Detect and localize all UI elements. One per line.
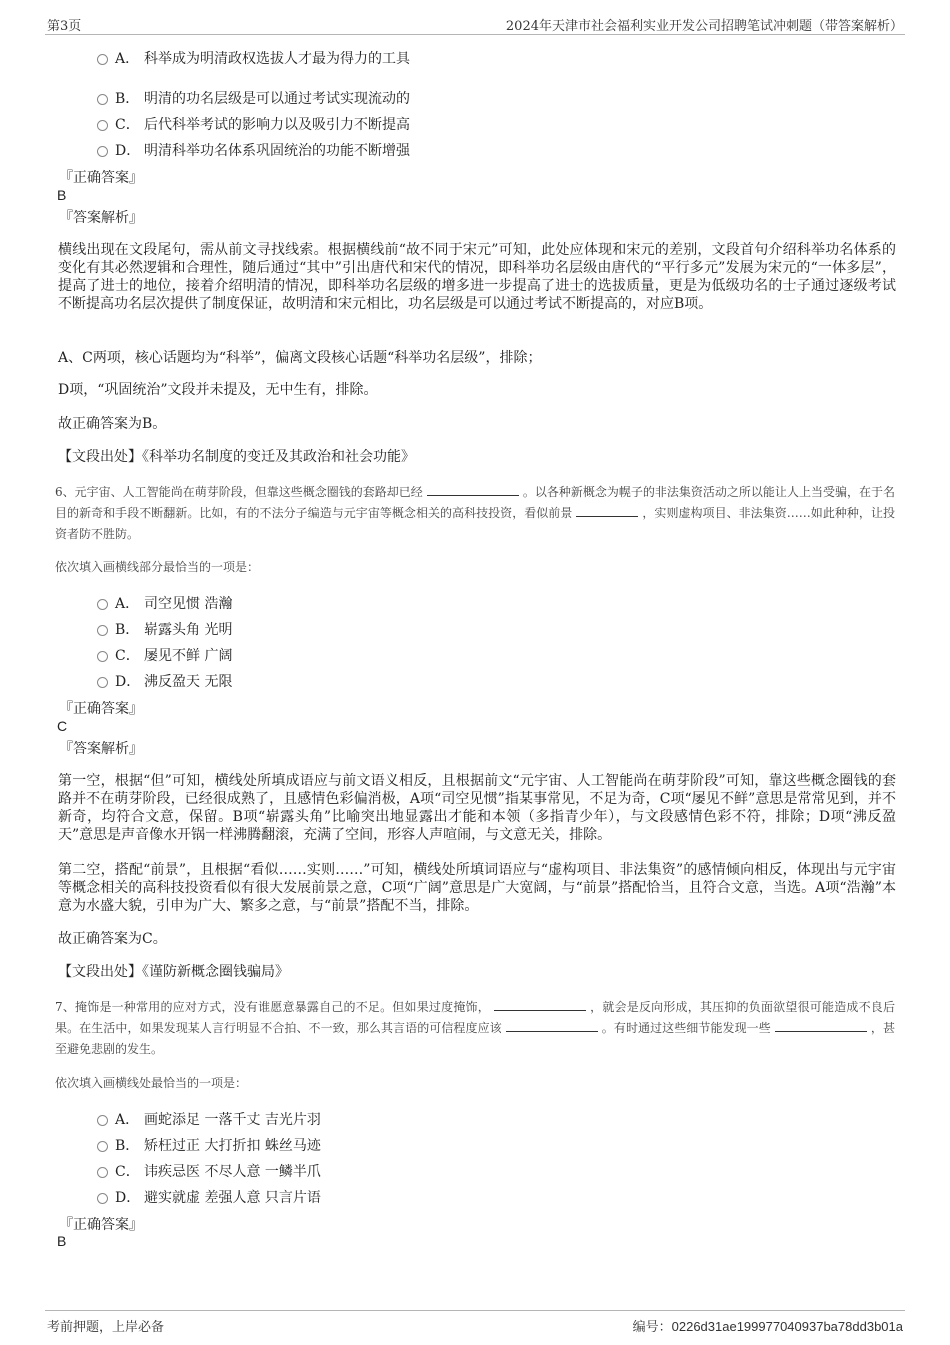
page-number: 第3页 — [47, 19, 82, 34]
radio-icon[interactable] — [97, 625, 108, 636]
fill-blank — [576, 504, 638, 517]
stem-text: 7、掩饰是一种常用的应对方式，没有谁愿意暴露自己的不足。但如果过度掩饰， — [55, 1000, 490, 1014]
fill-blank — [427, 483, 519, 496]
q6-correct-label: 『正确答案』 — [59, 701, 143, 717]
q5-correct-answer: B — [57, 187, 67, 203]
document-title: 2024年天津市社会福利实业开发公司招聘笔试冲刺题（带答案解析） — [505, 19, 903, 34]
option-letter: A． — [115, 51, 140, 67]
stem-text: ，实则虚构项目、非法集资……如此种种，让投资者防不胜防。 — [55, 506, 895, 541]
stem-text: 。有时通过这些细节能发现一些 — [601, 1021, 771, 1035]
option-letter: C． — [115, 1164, 140, 1180]
stem-text: 。以各种新概念为幌子的非法集资活动之所以能让人上当受骗，在于名目的新奇和手段不断翻新。比如，有的不法分子编造与元宇宙等概念相关的高科技投资，看似前景 — [55, 485, 895, 520]
stem-text: ，甚至避免悲剧的发生。 — [55, 1021, 895, 1056]
option-letter: D． — [115, 1190, 141, 1206]
q5-source: 【文段出处】《科举功名制度的变迁及其政治和社会功能》 — [58, 449, 415, 465]
option-letter: D． — [115, 674, 141, 690]
radio-icon[interactable] — [97, 54, 108, 65]
option-text: 讳疾忌医 不尽人意 一鳞半爪 — [144, 1164, 321, 1180]
radio-icon[interactable] — [97, 146, 108, 157]
option-text: 明清的功名层级是可以通过考试实现流动的 — [144, 91, 410, 107]
page-footer — [45, 1310, 905, 1335]
q5-analysis-paragraph: D项，“巩固统治”文段并未提及，无中生有，排除。 — [58, 382, 378, 398]
q6-source: 【文段出处】《谨防新概念圈钱骗局》 — [58, 964, 289, 980]
q6-analysis-paragraph: 第一空，根据“但”可知，横线处所填成语应与前文语义相反，且根据前文“元宇宙、人工智能尚在萌芽阶段”可知，靠这些概念圈钱的套路并不在萌芽阶段，已经很成熟了，且感情色彩偏消极，A项“司空见惯”指某事常见，不足为奇，C项“屡见不鲜”意思是常常见到，并不新奇，均符合文意，保留。B项“崭露头角”比喻突出地显露出才能和本领（多指青少年），与文段感情色彩不符，排除；D项“沸反盈天”意思是声音像水开锅一样沸腾翻滚，充满了空间，形容人声喧闹，与文意无关，排除。 — [58, 773, 896, 843]
option-letter: B． — [115, 1138, 140, 1154]
option-text: 画蛇添足 一落千丈 吉光片羽 — [144, 1112, 321, 1128]
option-letter: C． — [115, 117, 140, 133]
q6-instruction: 依次填入画横线部分最恰当的一项是： — [55, 560, 260, 574]
option-letter: B． — [115, 91, 140, 107]
option-text: 后代科举考试的影响力以及吸引力不断提高 — [144, 117, 410, 133]
radio-icon[interactable] — [97, 651, 108, 662]
q5-analysis-paragraph: 横线出现在文段尾句，需从前文寻找线索。根据横线前“故不同于宋元”可知，此处应体现和宋元的差别，文段首句介绍科举功名体系的变化有其必然逻辑和合理性，随后通过“其中”引出唐代和宋代的情况，即科举功名层级由唐代的“平行多元”发展为宋元的“一体多层”，提高了进士的地位，接着介绍明清的情况，即科举功名层级的增多进一步提高了进士的选拔质量，更是为低级功名的士子通过逐级考试不断提高功名层次提供了制度保证，故明清和宋元相比，功名层级是可以通过考试不断提高的，对应B项。 — [58, 242, 896, 312]
option-letter: B． — [115, 622, 140, 638]
q6-correct-answer: C — [57, 718, 68, 734]
option-text: 明清科举功名体系巩固统治的功能不断增强 — [144, 143, 410, 159]
option-text: 避实就虚 差强人意 只言片语 — [144, 1190, 321, 1206]
radio-icon[interactable] — [97, 677, 108, 688]
q5-correct-label: 『正确答案』 — [59, 170, 143, 186]
q7-correct-label: 『正确答案』 — [59, 1217, 143, 1233]
option-letter: A． — [115, 596, 140, 612]
q7-stem — [55, 997, 895, 1060]
fill-blank — [506, 1019, 598, 1032]
radio-icon[interactable] — [97, 599, 108, 610]
q6-analysis-label: 『答案解析』 — [59, 741, 143, 757]
radio-icon[interactable] — [97, 1167, 108, 1178]
q5-analysis-paragraph: A、C两项，核心话题均为“科举”，偏离文段核心话题“科举功名层级”，排除； — [58, 350, 542, 366]
option-text: 崭露头角 光明 — [144, 622, 233, 638]
option-letter: D． — [115, 143, 141, 159]
option-letter: C． — [115, 648, 140, 664]
stem-text: ，就会是反向形成，其压抑的负面欲望很可能造成不良后果。在生活中，如果发现某人言行明显不合拍、不一致，那么其言语的可信程度应该 — [55, 1000, 895, 1035]
option-text: 沸反盈天 无限 — [144, 674, 233, 690]
radio-icon[interactable] — [97, 1141, 108, 1152]
q5-conclusion: 故正确答案为B。 — [58, 416, 167, 432]
footer-slogan: 考前押题，上岸必备 — [47, 1320, 165, 1335]
q7-correct-answer: B — [57, 1233, 67, 1249]
q5-analysis-label: 『答案解析』 — [59, 210, 143, 226]
q6-analysis-paragraph: 第二空，搭配“前景”，且根据“看似……实则……”可知，横线处所填词语应与“虚构项目、非法集资”的感情倾向相反，体现出与元宇宙等概念相关的高科技投资看似有很大发展前景之意，C项“广阔”意思是广大宽阔，与“前景”搭配恰当，且符合文意，当选。A项“浩瀚”本意为水盛大貌，引申为广大、繁多之意，与“前景”搭配不当，排除。 — [58, 862, 896, 914]
q7-instruction: 依次填入画横线处最恰当的一项是： — [55, 1076, 248, 1090]
option-letter: A． — [115, 1112, 140, 1128]
page-header — [45, 14, 905, 35]
fill-blank — [494, 998, 586, 1011]
fill-blank — [775, 1019, 867, 1032]
radio-icon[interactable] — [97, 94, 108, 105]
q6-conclusion: 故正确答案为C。 — [58, 931, 167, 947]
option-text: 科举成为明清政权选拔人才最为得力的工具 — [144, 51, 410, 67]
radio-icon[interactable] — [97, 1193, 108, 1204]
radio-icon[interactable] — [97, 1115, 108, 1126]
document-id: 编号：0226d31ae199977040937ba78dd3b01a — [632, 1319, 903, 1334]
option-text: 屡见不鲜 广阔 — [144, 648, 233, 664]
radio-icon[interactable] — [97, 120, 108, 131]
option-text: 司空见惯 浩瀚 — [144, 596, 233, 612]
q6-stem — [55, 482, 895, 545]
option-text: 矫枉过正 大打折扣 蛛丝马迹 — [144, 1138, 321, 1154]
stem-text: 6、元宇宙、人工智能尚在萌芽阶段，但靠这些概念圈钱的套路却已经 — [55, 485, 423, 499]
